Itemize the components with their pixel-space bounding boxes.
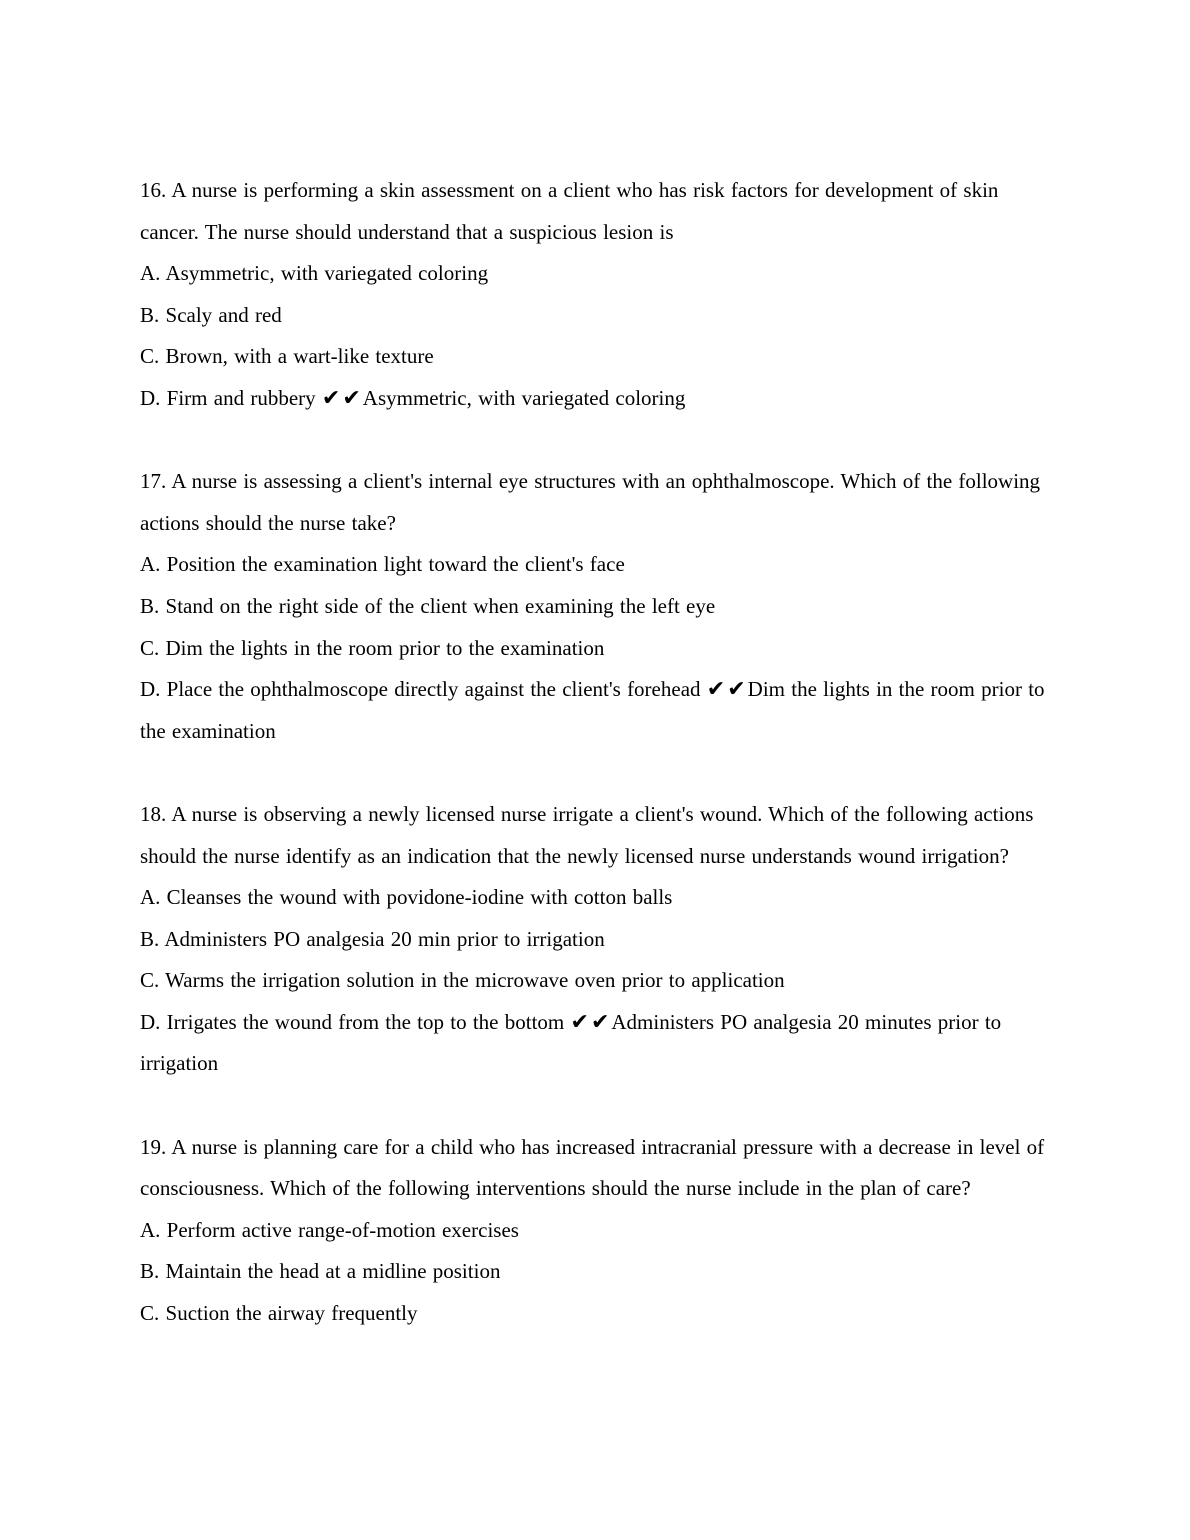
option-c — [140, 1293, 1050, 1335]
option-label: A. — [140, 885, 161, 910]
option-c — [140, 960, 1050, 1002]
option-text: Scaly and red — [165, 302, 282, 327]
option-d — [140, 1002, 1050, 1085]
correct-answer-text: Asymmetric, with variegated coloring — [362, 385, 686, 410]
option-label: B. — [140, 593, 160, 618]
option-label: A. — [140, 552, 161, 577]
question-number: 17. — [140, 469, 167, 494]
option-text: Asymmetric, with variegated coloring — [165, 261, 489, 286]
option-b — [140, 586, 1050, 628]
option-c — [140, 628, 1050, 670]
option-text: Maintain the head at a midline position — [165, 1259, 501, 1284]
option-c — [140, 336, 1050, 378]
question-number: 19. — [140, 1134, 167, 1159]
option-text: Stand on the right side of the client when examining the left eye — [165, 593, 716, 618]
option-label: C. — [140, 344, 160, 369]
option-a — [140, 1210, 1050, 1252]
correct-answer-text: Dim the lights in the room prior to the examination — [140, 677, 1045, 743]
option-label: C. — [140, 968, 160, 993]
option-label: B. — [140, 926, 160, 951]
option-text: Warms the irrigation solution in the microwave oven prior to application — [165, 968, 785, 993]
option-label: B. — [140, 1259, 160, 1284]
option-d — [140, 378, 1050, 420]
option-text: Administers PO analgesia 20 min prior to irrigation — [164, 926, 605, 951]
question-stem — [140, 794, 1050, 877]
correct-answer-text: Administers PO analgesia 20 minutes prior to irrigation — [140, 1009, 1002, 1076]
option-label: B. — [140, 302, 160, 327]
question-stem — [140, 1127, 1050, 1210]
question-number: 16. — [140, 178, 167, 202]
option-text: Firm and rubbery — [166, 385, 316, 410]
option-b — [140, 295, 1050, 337]
question-stem — [140, 461, 1050, 544]
option-text: Irrigates the wound from the top to the bottom — [166, 1009, 565, 1034]
option-b — [140, 919, 1050, 961]
option-text: Suction the airway frequently — [165, 1301, 418, 1326]
option-label: C. — [140, 635, 160, 660]
question-text: A nurse is observing a newly licensed nurse irrigate a client's wound. Which of the following actions should the nurse identify as an indication that the newly licensed nurse understands wound irrigation? — [140, 801, 1034, 868]
option-a — [140, 877, 1050, 919]
question-text: A nurse is performing a skin assessment on a client who has risk factors for development of skin cancer. The nurse should understand that a suspicious lesion is — [140, 178, 999, 244]
option-text: Brown, with a wart-like texture — [165, 344, 434, 369]
checkmark-icon: ✔✔ — [570, 1009, 612, 1035]
option-a — [140, 544, 1050, 586]
option-text: Dim the lights in the room prior to the examination — [165, 635, 605, 660]
option-b — [140, 1251, 1050, 1293]
option-label: D. — [140, 385, 161, 410]
checkmark-icon: ✔✔ — [706, 677, 748, 703]
question-19 — [140, 1127, 1050, 1335]
option-label: D. — [140, 1009, 161, 1034]
question-18 — [140, 794, 1050, 1085]
option-text: Perform active range-of-motion exercises — [166, 1217, 519, 1242]
option-text: Position the examination light toward the client's face — [166, 552, 625, 577]
question-16 — [140, 170, 1050, 420]
option-label: D. — [140, 677, 161, 702]
question-17 — [140, 461, 1050, 752]
question-stem — [140, 170, 1050, 253]
question-text: A nurse is assessing a client's internal eye structures with an ophthalmoscope. Which of the following actions should the nurse take? — [140, 469, 1041, 535]
option-text: Place the ophthalmoscope directly against the client's forehead — [166, 677, 701, 702]
option-a — [140, 253, 1050, 295]
option-label: A. — [140, 261, 161, 286]
option-label: C. — [140, 1301, 160, 1326]
question-text: A nurse is planning care for a child who has increased intracranial pressure with a decrease in level of consciousness. Which of the following interventions should the nurse include in the plan of care? — [140, 1134, 1045, 1201]
option-label: A. — [140, 1217, 161, 1242]
option-text: Cleanses the wound with povidone-iodine with cotton balls — [166, 885, 673, 910]
option-d — [140, 669, 1050, 752]
question-number: 18. — [140, 801, 167, 826]
checkmark-icon: ✔✔ — [321, 385, 363, 411]
